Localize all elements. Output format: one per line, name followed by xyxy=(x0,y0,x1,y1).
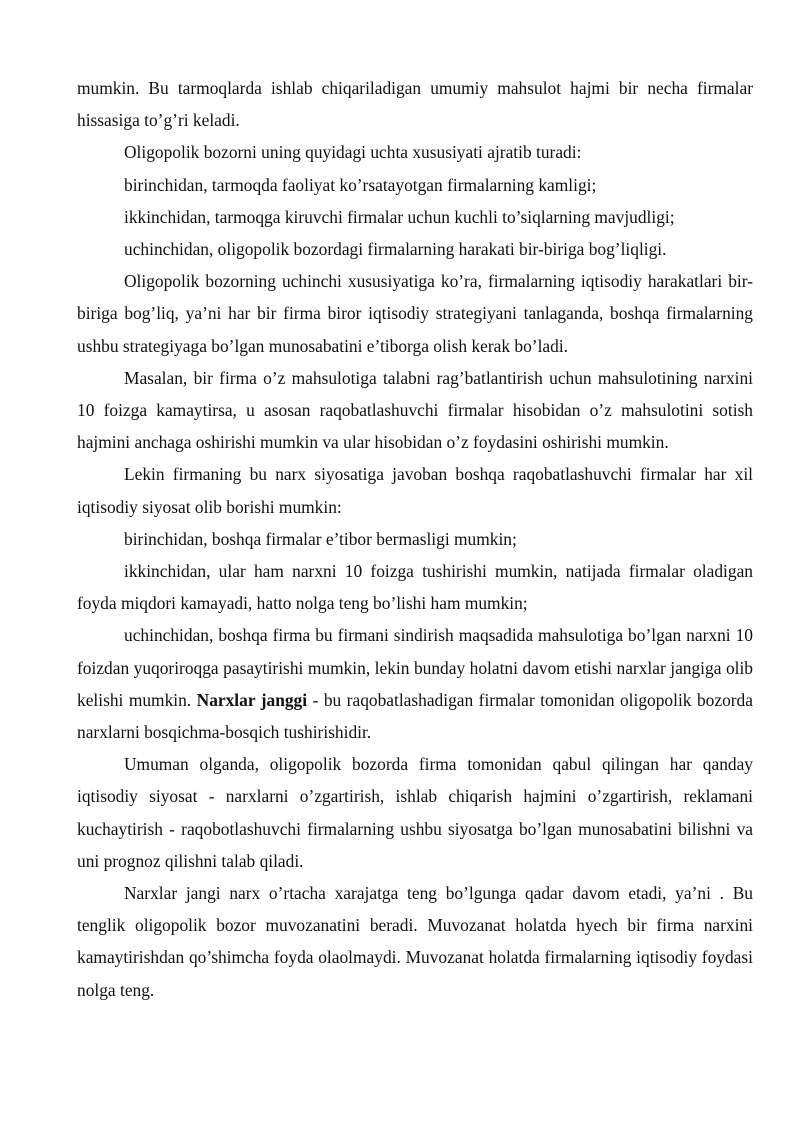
paragraph-response-third xyxy=(77,619,753,748)
paragraph-feature-second: ikkinchidan, tarmoqga kiruvchi firmalar uchun kuchli to’siqlarning mavjudligi; xyxy=(124,206,675,227)
price-war-term: Narxlar janggi xyxy=(196,689,308,710)
paragraph-general-conclusion: Umuman olganda, oligopolik bozorda firma tomonidan qabul qilingan har qanday iqtisodiy siyosat - narxlarni o’zgartirish, ishlab chiqarish hajmini o’zgartirish, reklamani kuchaytirish - raqobotlashuvchi firmalarning ushbu siyosatga bo’lgan munosabatini bilishni va uni prognoz qilishni talab qiladi. xyxy=(77,754,753,871)
document-page xyxy=(77,72,753,1006)
paragraph-feature-third: uchinchidan, oligopolik bozordagi firmalarning harakati bir-biriga bog’liqligi. xyxy=(124,239,667,260)
paragraph-equilibrium: Narxlar jangi narx o’rtacha xarajatga teng bo’lgunga qadar davom etadi, ya’ni . Bu tenglik oligopolik bozor muvozanatini beradi. Muvozanat holatda hyech bir firma narxini kamaytirishdan qo’shimcha foyda olaolmaydi. Muvozanat holatda firmalarning iqtisodiy foydasi nolga teng. xyxy=(77,883,753,1000)
paragraph-continuation: mumkin. Bu tarmoqlarda ishlab chiqariladigan umumiy mahsulot hajmi bir necha firmalar hissasiga to’g’ri keladi. xyxy=(77,78,753,131)
response-third-text: uchinchidan, boshqa firma bu firmani sindirish maqsadida mahsulotiga bo’lgan narxni 10 foizdan yuqoriroqga pasaytirishi mumkin, lekin bunday holatni davom etishi narxlar jangiga olib kelishi mumkin. xyxy=(77,625,753,710)
paragraph-example: Masalan, bir firma o’z mahsulotiga talabni rag’batlantirish uchun mahsulotining narxini 10 foizga kamaytirsa, u asosan raqobatlashuvchi firmalar hisobidan o’z mahsulotini sotish hajmini anchaga oshirishi mumkin va ular hisobidan o’z foydasini oshirishi mumkin. xyxy=(77,367,753,453)
paragraph-third-feature-explanation: Oligopolik bozorning uchinchi xususiyatiga ko’ra, firmalarning iqtisodiy harakatlari bir-biriga bog’liq, ya’ni har bir firma biror iqtisodiy strategiyani tanlaganda, boshqa firmalarning ushbu strategiyaga bo’lgan munosabatini e’tiborga olish kerak bo’ladi. xyxy=(77,271,753,356)
paragraph-feature-first: birinchidan, tarmoqda faoliyat ko’rsatayotgan firmalarning kamligi; xyxy=(124,174,597,195)
price-war-definition: - bu raqobatlashadigan firmalar tomonidan oligopolik bozorda narxlarni bosqichma-bosqich tushirishidir. xyxy=(77,689,753,743)
paragraph-response-first: birinchidan, boshqa firmalar e’tibor bermasligi mumkin; xyxy=(124,528,517,549)
paragraph-response-second: ikkinchidan, ular ham narxni 10 foizga tushirishi mumkin, natijada firmalar oladigan foyda miqdori kamayadi, hatto nolga teng bo’lishi ham mumkin; xyxy=(77,561,753,614)
paragraph-competitor-response-intro: Lekin firmaning bu narx siyosatiga javoban boshqa raqobatlashuvchi firmalar har xil iqtisodiy siyosat olib borishi mumkin: xyxy=(77,464,753,517)
paragraph-oligopoly-features-intro: Oligopolik bozorni uning quyidagi uchta xususiyati ajratib turadi: xyxy=(124,142,582,163)
